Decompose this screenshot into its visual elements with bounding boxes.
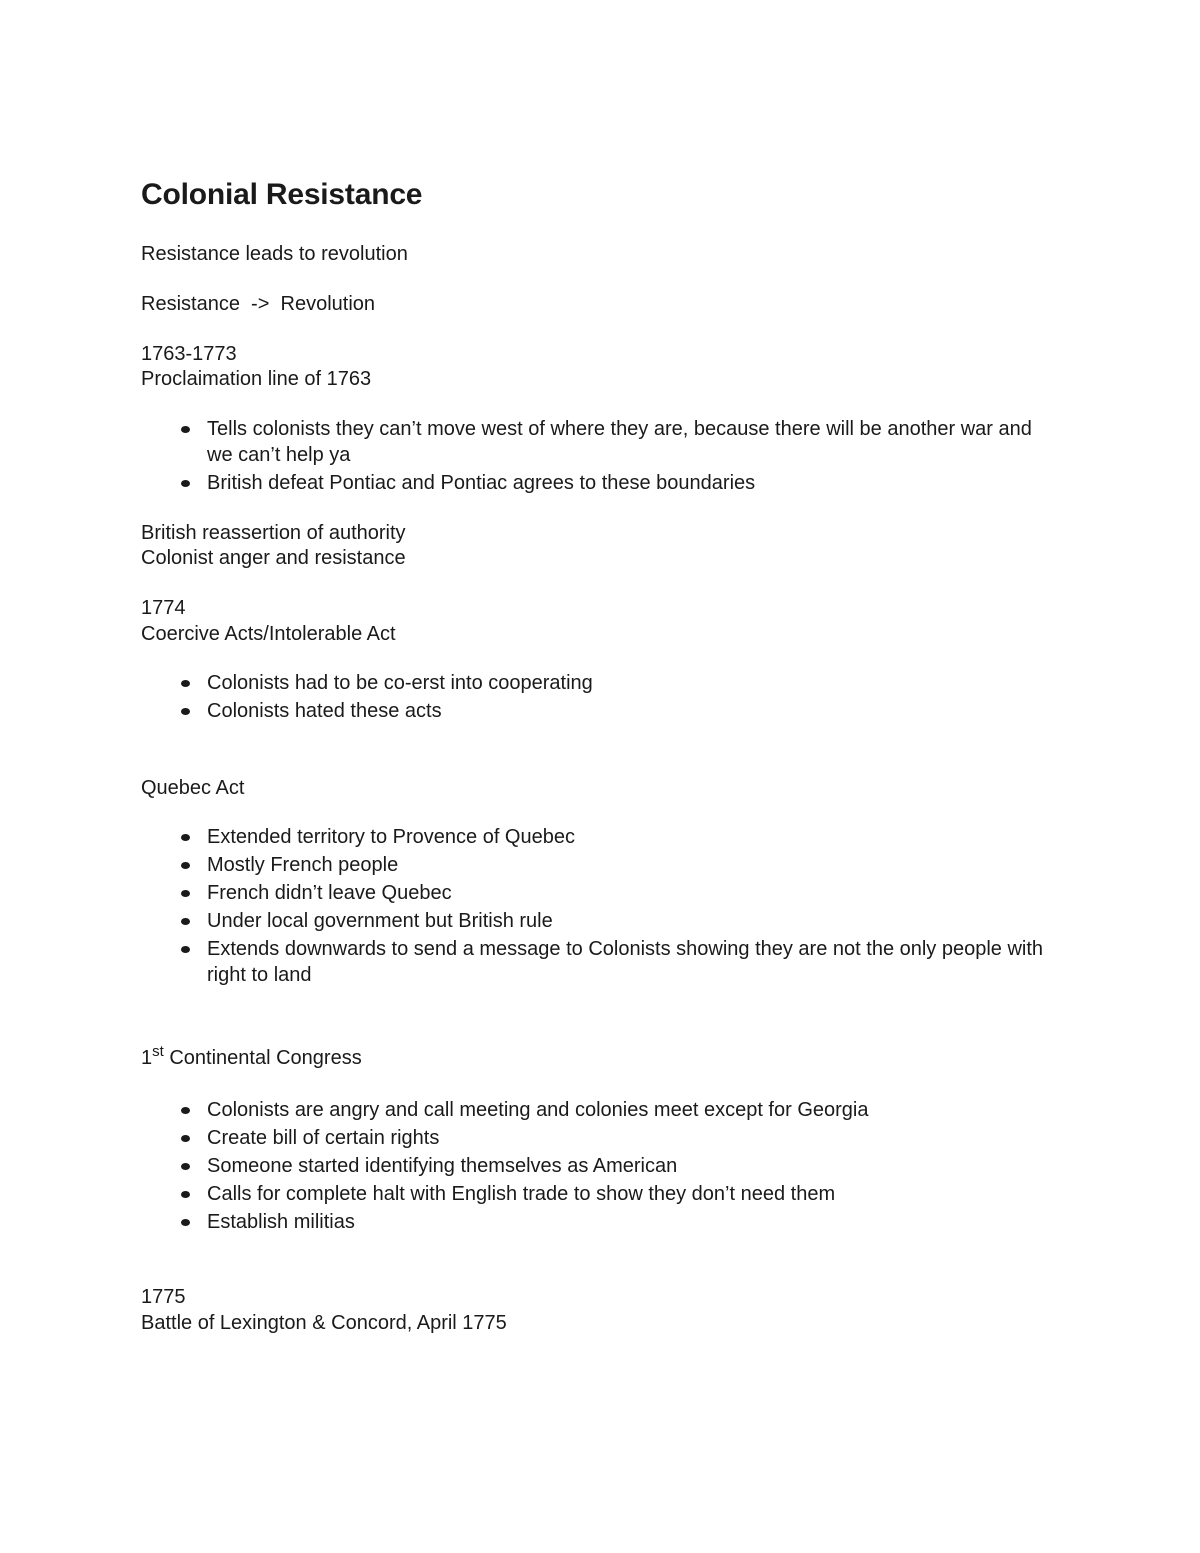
bullet-icon (181, 890, 190, 897)
bullet-icon (181, 680, 190, 687)
bullet-icon (181, 426, 190, 433)
list-item: Mostly French people (0, 852, 1057, 878)
list-item: French didn’t leave Quebec (0, 880, 1057, 906)
section3-bullet-list (0, 670, 1057, 724)
section2-line-2: Colonist anger and resistance (141, 547, 406, 569)
list-item: Create bill of certain rights (0, 1125, 1057, 1151)
bullet-icon (181, 1163, 190, 1170)
list-item: Colonists had to be co-erst into cooperating (0, 670, 1057, 696)
bullet-icon (181, 1135, 190, 1142)
list-item: Extends downwards to send a message to Colonists showing they are not the only people with right to land (0, 936, 1057, 988)
section5-heading: 1st Continental Congress (141, 1043, 362, 1069)
bullet-icon (181, 1219, 190, 1226)
section1-years: 1763-1773 (141, 343, 237, 365)
list-item: Under local government but British rule (0, 908, 1057, 934)
bullet-icon (181, 862, 190, 869)
bullet-icon (181, 1191, 190, 1198)
section2-line-1: British reassertion of authority (141, 522, 406, 544)
bullet-icon (181, 480, 190, 487)
list-item: Someone started identifying themselves as American (0, 1153, 1057, 1179)
section3-heading: Coercive Acts/Intolerable Act (141, 623, 396, 645)
section6-year: 1775 (141, 1286, 186, 1308)
intro-line-1: Resistance leads to revolution (141, 243, 408, 265)
bullet-icon (181, 918, 190, 925)
section4-heading: Quebec Act (141, 777, 245, 799)
section4-bullet-list (0, 824, 1057, 988)
list-item: Establish militias (0, 1209, 1057, 1235)
section1-heading: Proclaimation line of 1763 (141, 368, 372, 390)
intro-line-2: Resistance -> Revolution (141, 293, 376, 315)
list-item: Colonists are angry and call meeting and colonies meet except for Georgia (0, 1097, 1057, 1123)
section1-bullet-list (0, 416, 1057, 496)
section6-heading: Battle of Lexington & Concord, April 1775 (141, 1312, 507, 1334)
list-item: British defeat Pontiac and Pontiac agrees to these boundaries (0, 470, 1057, 496)
list-item: Colonists hated these acts (0, 698, 1057, 724)
list-item: Tells colonists they can’t move west of where they are, because there will be another war and we can’t help ya (0, 416, 1057, 468)
bullet-icon (181, 708, 190, 715)
section3-year: 1774 (141, 597, 186, 619)
section5-bullet-list (0, 1097, 1057, 1235)
document-title: Colonial Resistance (141, 178, 423, 211)
list-item: Calls for complete halt with English trade to show they don’t need them (0, 1181, 1057, 1207)
bullet-icon (181, 1107, 190, 1114)
bullet-icon (181, 834, 190, 841)
list-item: Extended territory to Provence of Quebec (0, 824, 1057, 850)
bullet-icon (181, 946, 190, 953)
